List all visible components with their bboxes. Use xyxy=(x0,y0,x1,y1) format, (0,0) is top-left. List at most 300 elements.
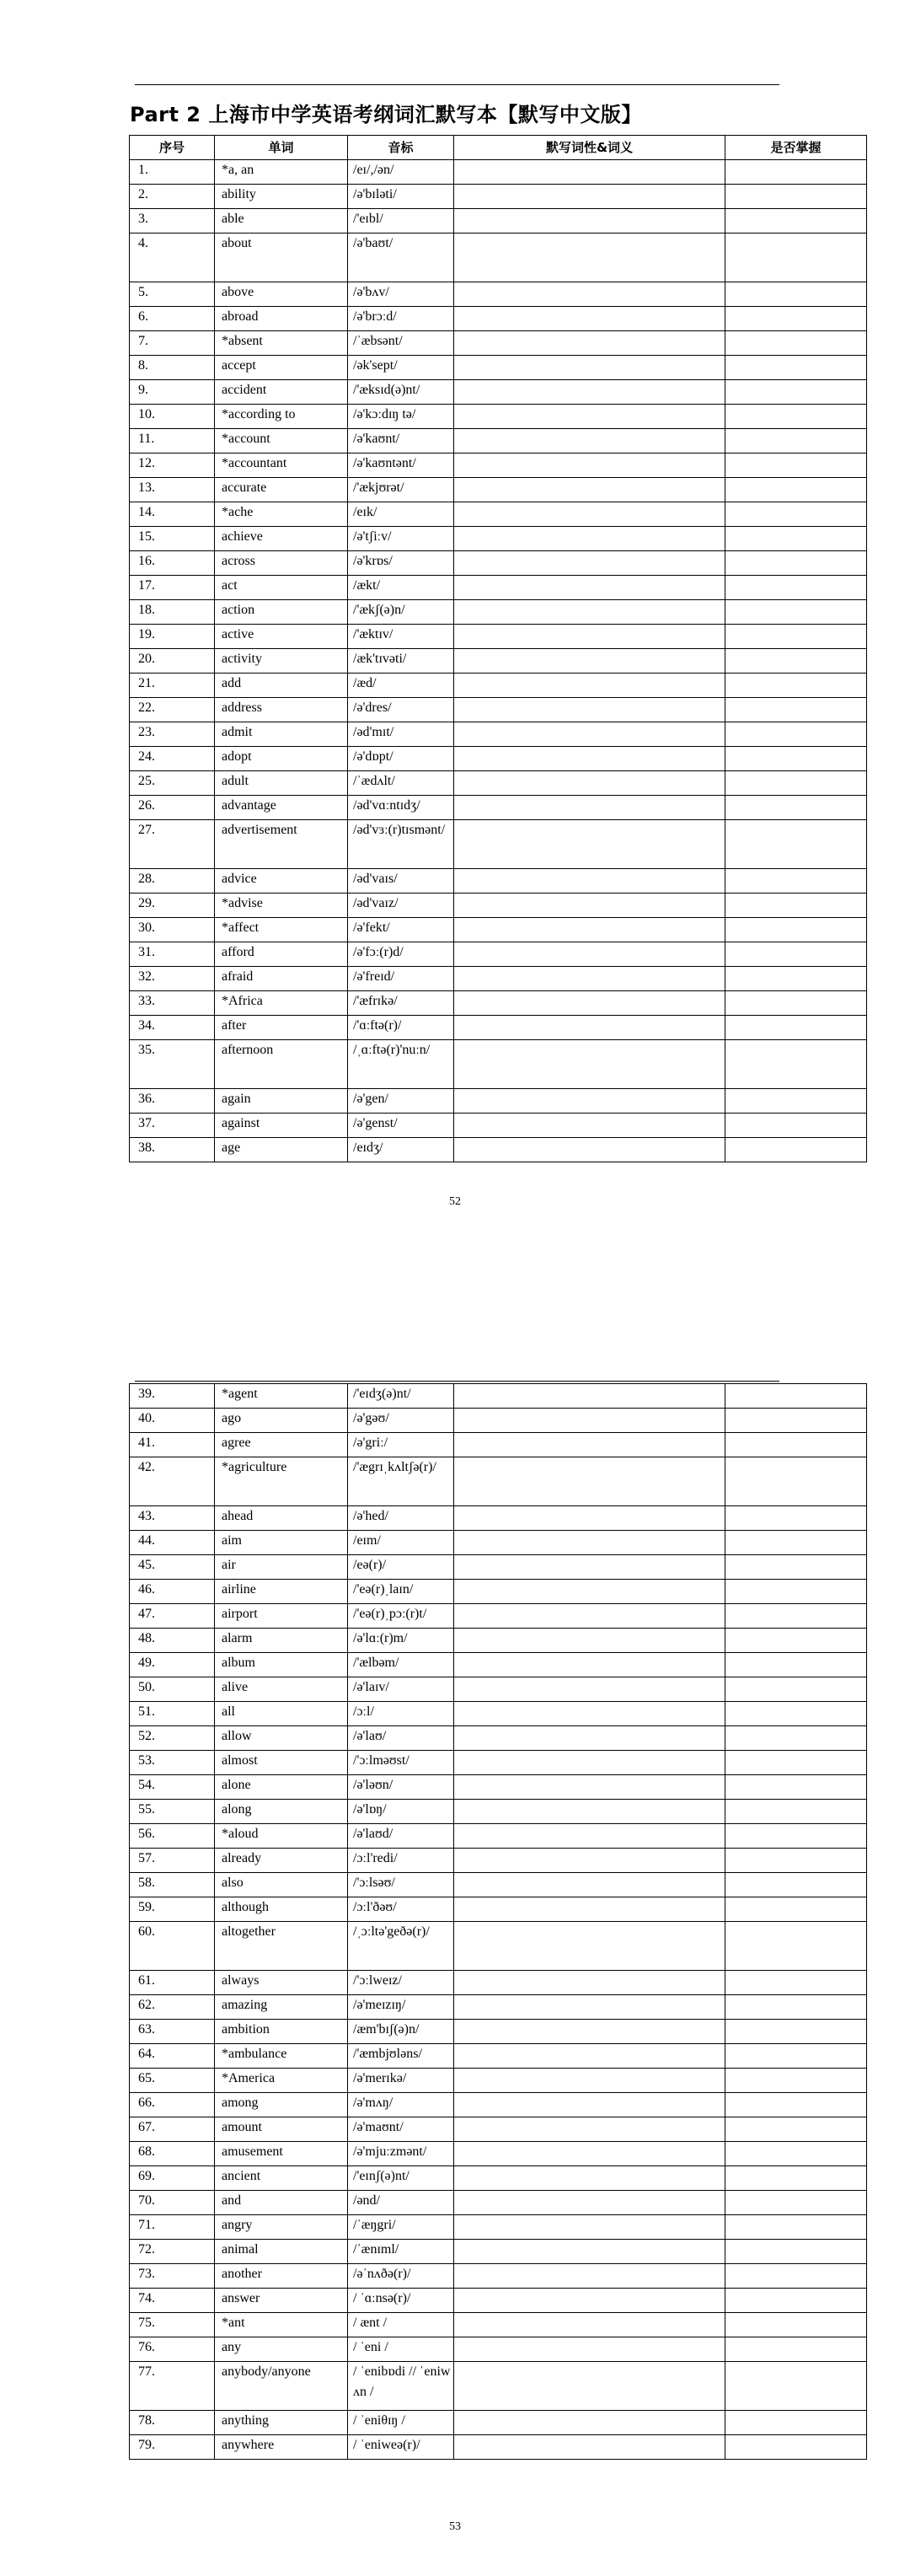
table-row xyxy=(130,1873,867,1897)
mastered-check-cell[interactable] xyxy=(725,282,867,307)
meaning-answer-cell[interactable] xyxy=(454,698,725,722)
table-row xyxy=(130,2093,867,2117)
mastered-check-cell[interactable] xyxy=(725,1873,867,1897)
document-title: Part 2 上海市中学英语考纲词汇默写本【默写中文版】 xyxy=(130,103,642,126)
header-mastered: 是否掌握 xyxy=(725,136,867,160)
table-row xyxy=(130,2166,867,2191)
mastered-check-cell[interactable] xyxy=(725,2117,867,2142)
mastered-check-cell[interactable] xyxy=(725,1555,867,1580)
meaning-answer-cell[interactable] xyxy=(454,1702,725,1726)
mastered-check-cell[interactable] xyxy=(725,2264,867,2289)
row-phonetic: /ə'brɔːd/ xyxy=(348,307,454,331)
mastered-check-cell[interactable] xyxy=(725,576,867,600)
meaning-answer-cell[interactable] xyxy=(454,2020,725,2044)
meaning-answer-cell[interactable] xyxy=(454,1040,725,1089)
row-phonetic: /ə'tʃiːv/ xyxy=(348,527,454,551)
meaning-answer-cell[interactable] xyxy=(454,380,725,405)
meaning-answer-cell[interactable] xyxy=(454,331,725,356)
table-row xyxy=(130,1751,867,1775)
mastered-check-cell[interactable] xyxy=(725,185,867,209)
table-row xyxy=(130,2044,867,2069)
table-row xyxy=(130,600,867,625)
row-phonetic: /'eə(r)ˌlaɪn/ xyxy=(348,1580,454,1604)
row-word: *absent xyxy=(215,331,348,356)
row-word: along xyxy=(215,1800,348,1824)
mastered-check-cell[interactable] xyxy=(725,918,867,942)
meaning-answer-cell[interactable] xyxy=(454,2240,725,2264)
mastered-check-cell[interactable] xyxy=(725,991,867,1016)
table-row xyxy=(130,674,867,698)
meaning-answer-cell[interactable] xyxy=(454,1653,725,1677)
mastered-check-cell[interactable] xyxy=(725,1824,867,1849)
meaning-answer-cell[interactable] xyxy=(454,967,725,991)
row-number: 31. xyxy=(130,942,215,967)
mastered-check-cell[interactable] xyxy=(725,2044,867,2069)
table-row xyxy=(130,2142,867,2166)
meaning-answer-cell[interactable] xyxy=(454,1897,725,1922)
mastered-check-cell[interactable] xyxy=(725,551,867,576)
table-row xyxy=(130,1138,867,1162)
row-word: accident xyxy=(215,380,348,405)
table-row xyxy=(130,1677,867,1702)
table-row xyxy=(130,429,867,453)
row-phonetic: / ˈɑːnsə(r)/ xyxy=(348,2289,454,2313)
row-word: accurate xyxy=(215,478,348,502)
row-phonetic: /ɔːl'redi/ xyxy=(348,1849,454,1873)
row-phonetic: /ə'bɪləti/ xyxy=(348,185,454,209)
mastered-check-cell[interactable] xyxy=(725,1531,867,1555)
row-phonetic: /ə'ləʊn/ xyxy=(348,1775,454,1800)
meaning-answer-cell[interactable] xyxy=(454,1138,725,1162)
table-row xyxy=(130,2435,867,2460)
table-row xyxy=(130,796,867,820)
meaning-answer-cell[interactable] xyxy=(454,747,725,771)
row-word: afraid xyxy=(215,967,348,991)
row-number: 8. xyxy=(130,356,215,380)
meaning-answer-cell[interactable] xyxy=(454,2313,725,2337)
meaning-answer-cell[interactable] xyxy=(454,674,725,698)
row-number: 56. xyxy=(130,1824,215,1849)
table-row xyxy=(130,1384,867,1409)
mastered-check-cell[interactable] xyxy=(725,1506,867,1531)
row-phonetic: /'ɔːlməʊst/ xyxy=(348,1751,454,1775)
mastered-check-cell[interactable] xyxy=(725,722,867,747)
mastered-check-cell[interactable] xyxy=(725,674,867,698)
row-word: admit xyxy=(215,722,348,747)
row-phonetic: /æd/ xyxy=(348,674,454,698)
mastered-check-cell[interactable] xyxy=(725,1849,867,1873)
mastered-check-cell[interactable] xyxy=(725,405,867,429)
page-number: 53 xyxy=(449,2520,461,2533)
meaning-answer-cell[interactable] xyxy=(454,502,725,527)
meaning-answer-cell[interactable] xyxy=(454,2289,725,2313)
row-word: adult xyxy=(215,771,348,796)
row-phonetic: /ˌɔːltə'geðə(r)/ xyxy=(348,1922,454,1971)
mastered-check-cell[interactable] xyxy=(725,2166,867,2191)
meaning-answer-cell[interactable] xyxy=(454,1922,725,1971)
row-phonetic: /'eɪdʒ(ə)nt/ xyxy=(348,1384,454,1409)
table-body xyxy=(130,1384,867,2460)
row-phonetic: /ə'bʌv/ xyxy=(348,282,454,307)
meaning-answer-cell[interactable] xyxy=(454,1751,725,1775)
row-number: 44. xyxy=(130,1531,215,1555)
row-number: 66. xyxy=(130,2093,215,2117)
row-phonetic: /ækt/ xyxy=(348,576,454,600)
meaning-answer-cell[interactable] xyxy=(454,991,725,1016)
row-phonetic: / ˈeniweə(r)/ xyxy=(348,2435,454,2460)
row-phonetic: /ə'laʊ/ xyxy=(348,1726,454,1751)
mastered-check-cell[interactable] xyxy=(725,380,867,405)
row-phonetic: /ənd/ xyxy=(348,2191,454,2215)
row-phonetic: /ə'kɔːdɪŋ tə/ xyxy=(348,405,454,429)
row-phonetic: /ə'hed/ xyxy=(348,1506,454,1531)
meaning-answer-cell[interactable] xyxy=(454,356,725,380)
row-number: 2. xyxy=(130,185,215,209)
meaning-answer-cell[interactable] xyxy=(454,1555,725,1580)
row-word: aim xyxy=(215,1531,348,1555)
table-row xyxy=(130,1604,867,1629)
table-row xyxy=(130,2289,867,2313)
meaning-answer-cell[interactable] xyxy=(454,2093,725,2117)
row-number: 55. xyxy=(130,1800,215,1824)
mastered-check-cell[interactable] xyxy=(725,869,867,894)
meaning-answer-cell[interactable] xyxy=(454,2069,725,2093)
row-word: *agriculture xyxy=(215,1457,348,1506)
meaning-answer-cell[interactable] xyxy=(454,796,725,820)
table-row xyxy=(130,967,867,991)
mastered-check-cell[interactable] xyxy=(725,429,867,453)
row-number: 24. xyxy=(130,747,215,771)
mastered-check-cell[interactable] xyxy=(725,2093,867,2117)
mastered-check-cell[interactable] xyxy=(725,942,867,967)
row-word: allow xyxy=(215,1726,348,1751)
row-phonetic: /əˈnʌðə(r)/ xyxy=(348,2264,454,2289)
row-word: any xyxy=(215,2337,348,2362)
row-word: and xyxy=(215,2191,348,2215)
table-row xyxy=(130,918,867,942)
mastered-check-cell[interactable] xyxy=(725,2289,867,2313)
meaning-answer-cell[interactable] xyxy=(454,942,725,967)
mastered-check-cell[interactable] xyxy=(725,1677,867,1702)
table-row xyxy=(130,1922,867,1971)
meaning-answer-cell[interactable] xyxy=(454,2411,725,2435)
row-number: 60. xyxy=(130,1922,215,1971)
meaning-answer-cell[interactable] xyxy=(454,2191,725,2215)
mastered-check-cell[interactable] xyxy=(725,527,867,551)
meaning-answer-cell[interactable] xyxy=(454,282,725,307)
row-word: afford xyxy=(215,942,348,967)
row-phonetic: /ə'mjuːzmənt/ xyxy=(348,2142,454,2166)
meaning-answer-cell[interactable] xyxy=(454,2044,725,2069)
table-row xyxy=(130,1531,867,1555)
mastered-check-cell[interactable] xyxy=(725,1457,867,1506)
mastered-check-cell[interactable] xyxy=(725,600,867,625)
meaning-answer-cell[interactable] xyxy=(454,1677,725,1702)
table-row xyxy=(130,698,867,722)
table-row xyxy=(130,625,867,649)
mastered-check-cell[interactable] xyxy=(725,2069,867,2093)
row-number: 73. xyxy=(130,2264,215,2289)
row-number: 38. xyxy=(130,1138,215,1162)
table-row xyxy=(130,576,867,600)
meaning-answer-cell[interactable] xyxy=(454,1849,725,1873)
meaning-answer-cell[interactable] xyxy=(454,918,725,942)
meaning-answer-cell[interactable] xyxy=(454,1433,725,1457)
row-number: 23. xyxy=(130,722,215,747)
row-phonetic: /'æksɪd(ə)nt/ xyxy=(348,380,454,405)
meaning-answer-cell[interactable] xyxy=(454,2362,725,2411)
meaning-answer-cell[interactable] xyxy=(454,1995,725,2020)
row-word: amazing xyxy=(215,1995,348,2020)
row-word: almost xyxy=(215,1751,348,1775)
row-number: 40. xyxy=(130,1409,215,1433)
meaning-answer-cell[interactable] xyxy=(454,233,725,282)
mastered-check-cell[interactable] xyxy=(725,625,867,649)
meaning-answer-cell[interactable] xyxy=(454,2264,725,2289)
table-row xyxy=(130,2020,867,2044)
row-word: add xyxy=(215,674,348,698)
mastered-check-cell[interactable] xyxy=(725,1089,867,1114)
row-number: 15. xyxy=(130,527,215,551)
meaning-answer-cell[interactable] xyxy=(454,1089,725,1114)
mastered-check-cell[interactable] xyxy=(725,1016,867,1040)
mastered-check-cell[interactable] xyxy=(725,2215,867,2240)
meaning-answer-cell[interactable] xyxy=(454,1775,725,1800)
mastered-check-cell[interactable] xyxy=(725,1922,867,1971)
mastered-check-cell[interactable] xyxy=(725,1897,867,1922)
mastered-check-cell[interactable] xyxy=(725,649,867,674)
row-word: answer xyxy=(215,2289,348,2313)
meaning-answer-cell[interactable] xyxy=(454,894,725,918)
row-word: about xyxy=(215,233,348,282)
meaning-answer-cell[interactable] xyxy=(454,1604,725,1629)
row-number: 14. xyxy=(130,502,215,527)
meaning-answer-cell[interactable] xyxy=(454,453,725,478)
meaning-answer-cell[interactable] xyxy=(454,307,725,331)
row-word: *agent xyxy=(215,1384,348,1409)
mastered-check-cell[interactable] xyxy=(725,1409,867,1433)
row-phonetic: /ˈædʌlt/ xyxy=(348,771,454,796)
mastered-check-cell[interactable] xyxy=(725,209,867,233)
mastered-check-cell[interactable] xyxy=(725,307,867,331)
meaning-answer-cell[interactable] xyxy=(454,2435,725,2460)
meaning-answer-cell[interactable] xyxy=(454,1016,725,1040)
meaning-answer-cell[interactable] xyxy=(454,1506,725,1531)
mastered-check-cell[interactable] xyxy=(725,331,867,356)
meaning-answer-cell[interactable] xyxy=(454,1114,725,1138)
meaning-answer-cell[interactable] xyxy=(454,771,725,796)
meaning-answer-cell[interactable] xyxy=(454,2142,725,2166)
meaning-answer-cell[interactable] xyxy=(454,209,725,233)
mastered-check-cell[interactable] xyxy=(725,160,867,185)
row-word: active xyxy=(215,625,348,649)
meaning-answer-cell[interactable] xyxy=(454,722,725,747)
meaning-answer-cell[interactable] xyxy=(454,429,725,453)
table-row xyxy=(130,2264,867,2289)
meaning-answer-cell[interactable] xyxy=(454,600,725,625)
table-row xyxy=(130,1016,867,1040)
row-word: also xyxy=(215,1873,348,1897)
mastered-check-cell[interactable] xyxy=(725,796,867,820)
meaning-answer-cell[interactable] xyxy=(454,1384,725,1409)
mastered-check-cell[interactable] xyxy=(725,894,867,918)
row-word: advantage xyxy=(215,796,348,820)
mastered-check-cell[interactable] xyxy=(725,2411,867,2435)
row-phonetic: /eɪm/ xyxy=(348,1531,454,1555)
mastered-check-cell[interactable] xyxy=(725,453,867,478)
mastered-check-cell[interactable] xyxy=(725,820,867,869)
row-phonetic: /əd'vaɪz/ xyxy=(348,894,454,918)
mastered-check-cell[interactable] xyxy=(725,233,867,282)
table-row xyxy=(130,478,867,502)
row-number: 61. xyxy=(130,1971,215,1995)
meaning-answer-cell[interactable] xyxy=(454,1971,725,1995)
row-word: agree xyxy=(215,1433,348,1457)
table-row xyxy=(130,1089,867,1114)
mastered-check-cell[interactable] xyxy=(725,1702,867,1726)
row-phonetic: /əd'vɑːntɪdʒ/ xyxy=(348,796,454,820)
mastered-check-cell[interactable] xyxy=(725,1995,867,2020)
mastered-check-cell[interactable] xyxy=(725,502,867,527)
table-row xyxy=(130,722,867,747)
meaning-answer-cell[interactable] xyxy=(454,1824,725,1849)
table-body xyxy=(130,160,867,1162)
row-number: 42. xyxy=(130,1457,215,1506)
mastered-check-cell[interactable] xyxy=(725,1726,867,1751)
row-phonetic: /ə'lɑː(r)m/ xyxy=(348,1629,454,1653)
row-word: *according to xyxy=(215,405,348,429)
mastered-check-cell[interactable] xyxy=(725,1751,867,1775)
row-word: amount xyxy=(215,2117,348,2142)
meaning-answer-cell[interactable] xyxy=(454,527,725,551)
meaning-answer-cell[interactable] xyxy=(454,820,725,869)
mastered-check-cell[interactable] xyxy=(725,356,867,380)
row-word: angry xyxy=(215,2215,348,2240)
meaning-answer-cell[interactable] xyxy=(454,405,725,429)
mastered-check-cell[interactable] xyxy=(725,1604,867,1629)
row-word: alone xyxy=(215,1775,348,1800)
meaning-answer-cell[interactable] xyxy=(454,1629,725,1653)
row-phonetic: /ˈæbsənt/ xyxy=(348,331,454,356)
row-number: 33. xyxy=(130,991,215,1016)
mastered-check-cell[interactable] xyxy=(725,967,867,991)
row-number: 6. xyxy=(130,307,215,331)
meaning-answer-cell[interactable] xyxy=(454,1531,725,1555)
row-word: above xyxy=(215,282,348,307)
table-row xyxy=(130,991,867,1016)
meaning-answer-cell[interactable] xyxy=(454,1457,725,1506)
meaning-answer-cell[interactable] xyxy=(454,185,725,209)
row-word: animal xyxy=(215,2240,348,2264)
table-row xyxy=(130,527,867,551)
row-number: 27. xyxy=(130,820,215,869)
row-number: 18. xyxy=(130,600,215,625)
mastered-check-cell[interactable] xyxy=(725,1971,867,1995)
row-phonetic: /eə(r)/ xyxy=(348,1555,454,1580)
row-phonetic: /'eɪnʃ(ə)nt/ xyxy=(348,2166,454,2191)
table-row xyxy=(130,1506,867,1531)
meaning-answer-cell[interactable] xyxy=(454,1873,725,1897)
row-number: 72. xyxy=(130,2240,215,2264)
page-53 xyxy=(0,1288,910,2576)
meaning-answer-cell[interactable] xyxy=(454,160,725,185)
row-phonetic: /eɪdʒ/ xyxy=(348,1138,454,1162)
meaning-answer-cell[interactable] xyxy=(454,2215,725,2240)
row-word: *ache xyxy=(215,502,348,527)
mastered-check-cell[interactable] xyxy=(725,1580,867,1604)
table-row xyxy=(130,2117,867,2142)
mastered-check-cell[interactable] xyxy=(725,2337,867,2362)
mastered-check-cell[interactable] xyxy=(725,1775,867,1800)
mastered-check-cell[interactable] xyxy=(725,747,867,771)
mastered-check-cell[interactable] xyxy=(725,1384,867,1409)
mastered-check-cell[interactable] xyxy=(725,1800,867,1824)
mastered-check-cell[interactable] xyxy=(725,2020,867,2044)
meaning-answer-cell[interactable] xyxy=(454,625,725,649)
meaning-answer-cell[interactable] xyxy=(454,869,725,894)
mastered-check-cell[interactable] xyxy=(725,2362,867,2411)
meaning-answer-cell[interactable] xyxy=(454,1580,725,1604)
mastered-check-cell[interactable] xyxy=(725,1040,867,1089)
row-number: 50. xyxy=(130,1677,215,1702)
mastered-check-cell[interactable] xyxy=(725,771,867,796)
mastered-check-cell[interactable] xyxy=(725,2191,867,2215)
table-row xyxy=(130,2313,867,2337)
mastered-check-cell[interactable] xyxy=(725,1653,867,1677)
row-number: 62. xyxy=(130,1995,215,2020)
mastered-check-cell[interactable] xyxy=(725,1629,867,1653)
row-number: 70. xyxy=(130,2191,215,2215)
row-phonetic: /ə'genst/ xyxy=(348,1114,454,1138)
header-rule xyxy=(135,84,779,85)
mastered-check-cell[interactable] xyxy=(725,698,867,722)
meaning-answer-cell[interactable] xyxy=(454,551,725,576)
row-number: 19. xyxy=(130,625,215,649)
row-phonetic: /ə'kaʊnt/ xyxy=(348,429,454,453)
table-row xyxy=(130,405,867,429)
meaning-answer-cell[interactable] xyxy=(454,478,725,502)
mastered-check-cell[interactable] xyxy=(725,1114,867,1138)
row-number: 69. xyxy=(130,2166,215,2191)
mastered-check-cell[interactable] xyxy=(725,2240,867,2264)
mastered-check-cell[interactable] xyxy=(725,478,867,502)
table-row xyxy=(130,942,867,967)
meaning-answer-cell[interactable] xyxy=(454,649,725,674)
row-phonetic: /eɪk/ xyxy=(348,502,454,527)
mastered-check-cell[interactable] xyxy=(725,1433,867,1457)
row-word: amusement xyxy=(215,2142,348,2166)
meaning-answer-cell[interactable] xyxy=(454,1726,725,1751)
meaning-answer-cell[interactable] xyxy=(454,1409,725,1433)
table-row xyxy=(130,233,867,282)
meaning-answer-cell[interactable] xyxy=(454,2337,725,2362)
table-row xyxy=(130,2362,867,2411)
row-phonetic: /ɔːl/ xyxy=(348,1702,454,1726)
meaning-answer-cell[interactable] xyxy=(454,1800,725,1824)
row-number: 71. xyxy=(130,2215,215,2240)
meaning-answer-cell[interactable] xyxy=(454,2117,725,2142)
row-number: 78. xyxy=(130,2411,215,2435)
mastered-check-cell[interactable] xyxy=(725,1138,867,1162)
meaning-answer-cell[interactable] xyxy=(454,2166,725,2191)
mastered-check-cell[interactable] xyxy=(725,2313,867,2337)
meaning-answer-cell[interactable] xyxy=(454,576,725,600)
row-phonetic: /ə'merɪkə/ xyxy=(348,2069,454,2093)
mastered-check-cell[interactable] xyxy=(725,2435,867,2460)
row-number: 77. xyxy=(130,2362,215,2411)
mastered-check-cell[interactable] xyxy=(725,2142,867,2166)
row-word: alarm xyxy=(215,1629,348,1653)
